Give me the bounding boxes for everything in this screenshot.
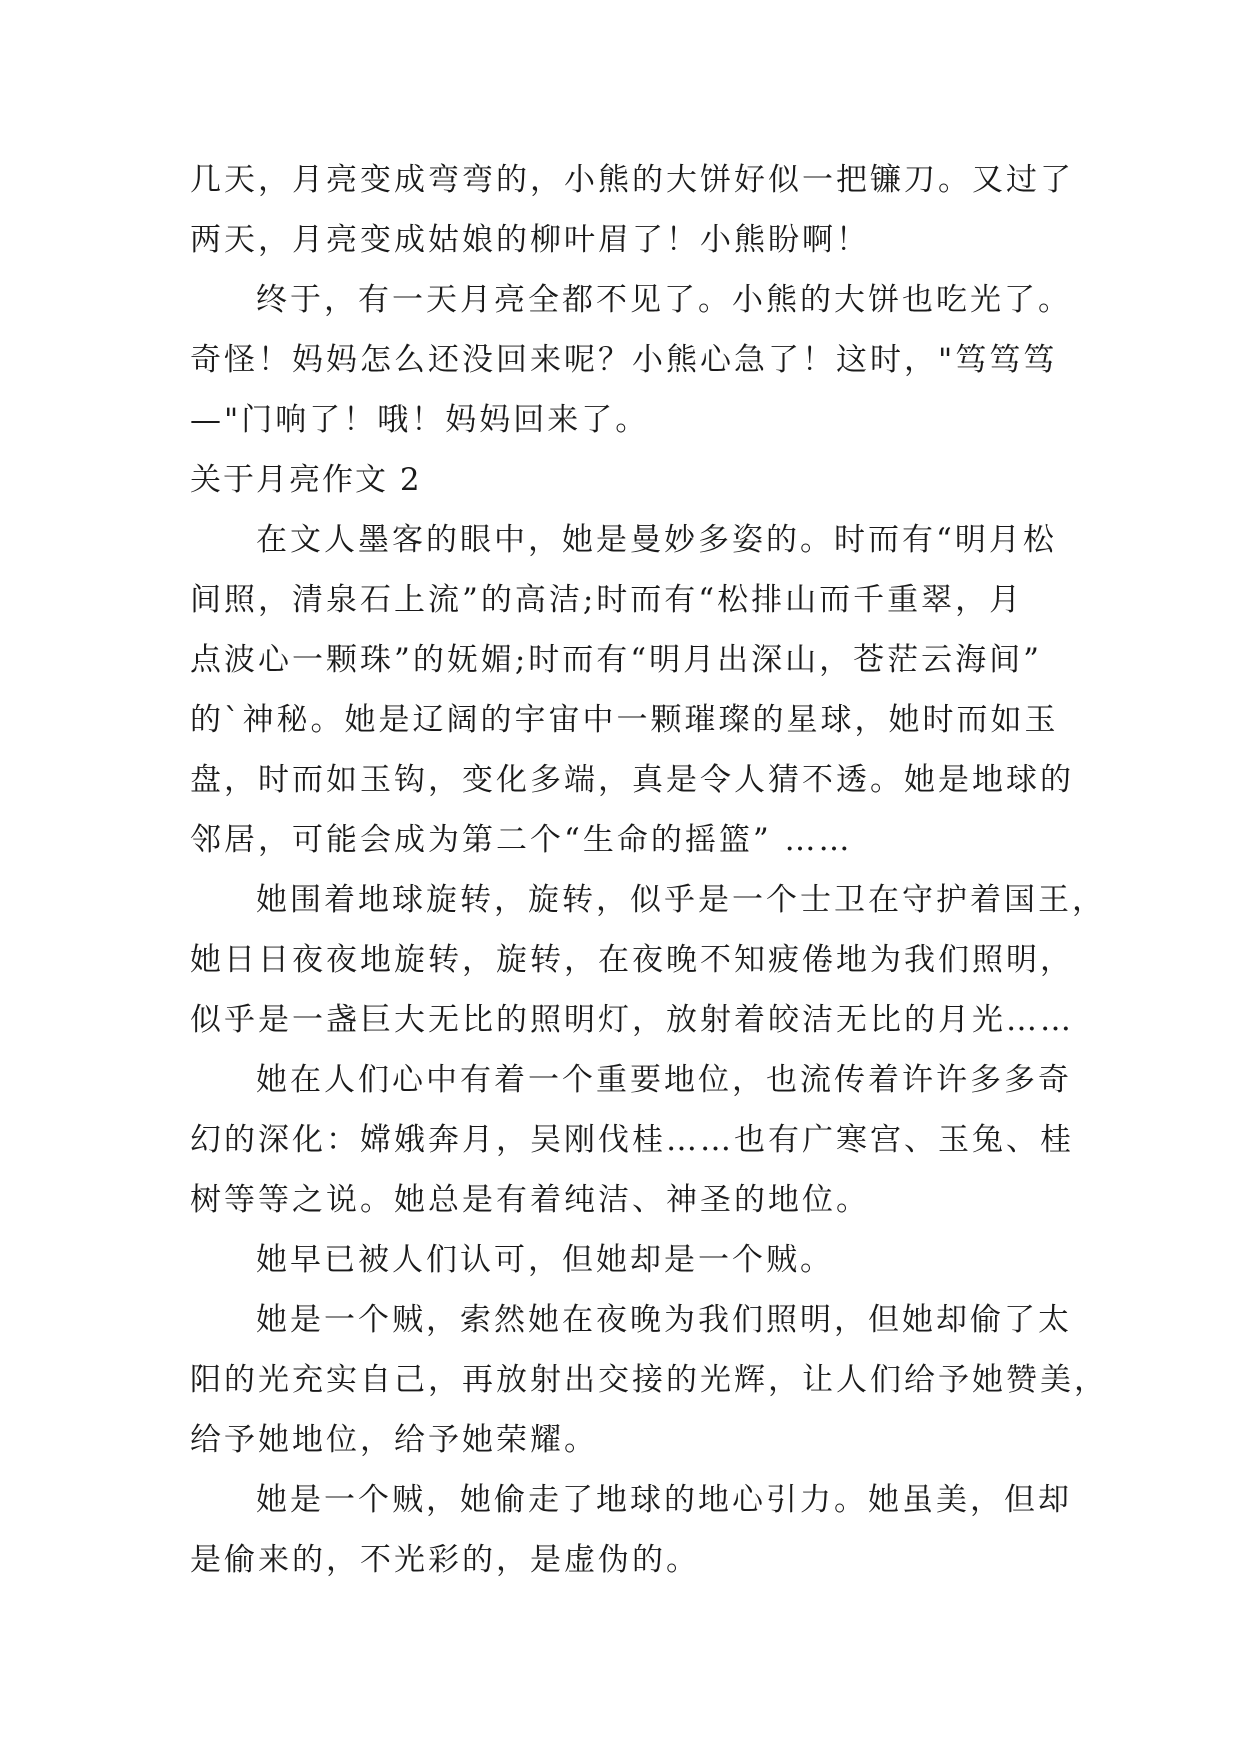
- text-line: 盘，时而如玉钩，变化多端，真是令人猜不透。她是地球的: [190, 762, 1074, 798]
- text-line: —"门响了！哦！妈妈回来了。: [190, 402, 650, 438]
- text-line: 她日日夜夜地旋转，旋转，在夜晚不知疲倦地为我们照明，: [190, 942, 1074, 978]
- text-line: 给予她地位，给予她荣耀。: [190, 1422, 598, 1458]
- paragraph: [190, 150, 1074, 270]
- section-heading: 关于月亮作文 2: [190, 462, 422, 498]
- paragraph: [190, 1470, 1072, 1590]
- text-line: 似乎是一盏巨大无比的照明灯，放射着皎洁无比的月光……: [190, 1002, 1074, 1038]
- text-line: 阳的光充实自己，再放射出交接的光辉，让人们给予她赞美，: [190, 1362, 1108, 1398]
- text-line: 树等等之说。她总是有着纯洁、神圣的地位。: [190, 1182, 870, 1218]
- text-line: 是偷来的，不光彩的，是虚伪的。: [190, 1542, 700, 1578]
- text-line: 在文人墨客的眼中，她是曼妙多姿的。时而有“明月松: [256, 522, 1057, 558]
- text-line: 点波心一颗珠”的妩媚;时而有“明月出深山，苍茫云海间”: [190, 642, 1042, 678]
- text-line: 终于，有一天月亮全都不见了。小熊的大饼也吃光了。: [256, 282, 1072, 318]
- paragraph: [190, 1290, 1108, 1470]
- text-line: 她是一个贼，她偷走了地球的地心引力。她虽美，但却: [256, 1482, 1072, 1518]
- paragraph: [190, 1230, 1060, 1290]
- text-line: 邻居，可能会成为第二个“生命的摇篮” ……: [190, 822, 853, 858]
- paragraph: [190, 870, 1106, 1050]
- text-line: 她早已被人们认可，但她却是一个贼。: [256, 1242, 834, 1278]
- document-body: [190, 150, 1108, 1590]
- paragraph: [190, 1050, 1074, 1230]
- text-line: 的`神秘。她是辽阔的宇宙中一颗璀璨的星球，她时而如玉: [190, 702, 1059, 738]
- text-line: 她是一个贼，索然她在夜晚为我们照明，但她却偷了太: [256, 1302, 1072, 1338]
- text-line: 两天，月亮变成姑娘的柳叶眉了！小熊盼啊！: [190, 222, 870, 258]
- paragraph: [190, 510, 1074, 870]
- paragraph: [190, 270, 1072, 450]
- text-line: 她围着地球旋转，旋转，似乎是一个士卫在守护着国王，: [256, 882, 1106, 918]
- text-line: 几天，月亮变成弯弯的，小熊的大饼好似一把镰刀。又过了: [190, 162, 1074, 198]
- text-line: 幻的深化：嫦娥奔月，吴刚伐桂……也有广寒宫、玉兔、桂: [190, 1122, 1074, 1158]
- text-line: 间照，清泉石上流”的高洁;时而有“松排山而千重翠，月: [190, 582, 1024, 618]
- text-line: 她在人们心中有着一个重要地位，也流传着许许多多奇: [256, 1062, 1072, 1098]
- text-line: 奇怪！妈妈怎么还没回来呢？小熊心急了！这时，"笃笃笃: [190, 342, 1058, 378]
